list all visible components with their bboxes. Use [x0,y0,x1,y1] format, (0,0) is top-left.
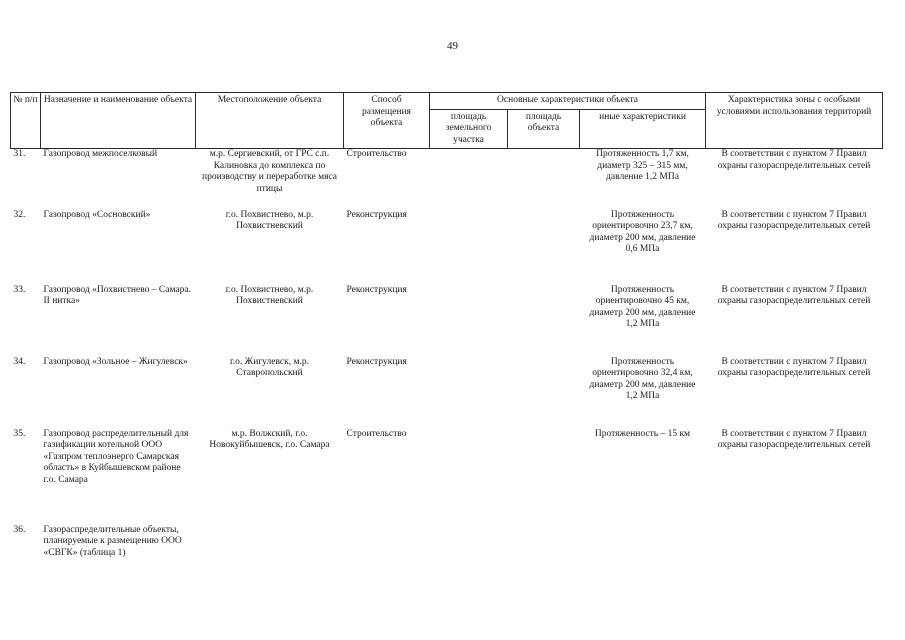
row-object-area [508,149,580,210]
row-num: 31. [13,149,26,159]
header-zone: Характеристика зоны с особыми условиями использования территорий [706,93,883,149]
table-row [11,429,883,525]
table-row [11,149,883,210]
row-name: Газопровод «Похвистнево – Самара. II нитка» [43,284,191,306]
row-location: г.о. Похвистнево, м.р. Похвистневский [225,209,314,231]
row-zone: В соответствии с пунктом 7 Правил охраны газораспределительных сетей [717,284,871,306]
row-other [580,525,706,585]
row-location: м.р. Сергиевский, от ГРС с.п. Калиновка до комплекса по производству и переработке мяса птицы [201,149,337,194]
row-name: Газопровод «Зольное – Жигулевск» [43,356,188,367]
row-name: Газопровод «Сосновский» [43,209,151,220]
row-other: Протяженность 1,7 км, диаметр 325 – 315 мм, давление 1,2 МПа [596,149,689,182]
row-zone [706,525,883,585]
row-location: м.р. Волжский, г.о. Новокуйбышевск, г.о. Самара [209,428,330,450]
table-row [11,525,883,585]
row-zone: В соответствии с пунктом 7 Правил охраны газораспределительных сетей [717,356,871,378]
table-header [11,93,883,149]
row-land-area [430,210,508,285]
header-location: Местоположение объекта [196,93,344,149]
row-location: г.о. Жигулевск, м.р. Ставропольский [229,356,309,378]
row-method: Реконструкция [346,209,407,220]
row-object-area [508,285,580,357]
row-land-area [430,149,508,210]
row-method [344,525,430,585]
header-other-chars: иные характеристики [580,109,706,149]
row-object-area [508,210,580,285]
row-object-area [508,525,580,585]
row-name: Газораспределительные объекты, планируемые к размещению ООО «СВГК» (таблица 1) [43,524,182,558]
row-method: Строительство [346,428,407,439]
row-other: Протяженность – 15 км [594,428,691,439]
row-zone: В соответствии с пунктом 7 Правил охраны газораспределительных сетей [717,428,871,450]
table-body [11,149,883,585]
row-num: 36. [13,524,26,535]
row-land-area [430,525,508,585]
row-name: Газопровод распределительный для газификации котельной ООО «Газпром теплоэнерго Самарская область» в Куйбышевском районе г.о. Самара [43,428,189,485]
row-object-area [508,429,580,525]
table-row [11,210,883,285]
row-land-area [430,285,508,357]
row-other: Протяженность ориентировочно 32,4 км, диаметр 200 мм, давление 1,2 МПа [589,356,696,401]
row-zone: В соответствии с пунктом 7 Правил охраны газораспределительных сетей [717,149,871,171]
row-zone: В соответствии с пунктом 7 Правил охраны газораспределительных сетей [717,209,871,231]
row-land-area [430,429,508,525]
objects-table [10,92,883,585]
header-main-chars: Основные характеристики объекта [430,93,706,110]
row-num: 32. [13,209,26,220]
header-num: № п/п [11,93,41,149]
page-number: 49 [447,40,458,52]
header-name: Назначение и наименование объекта [41,93,196,149]
row-land-area [430,357,508,429]
row-method: Строительство [346,149,407,159]
header-land-area: площадь земельного участка [430,109,508,149]
table-row [11,357,883,429]
row-location: г.о. Похвистнево, м.р. Похвистневский [225,284,314,306]
row-other: Протяженность ориентировочно 45 км, диаметр 200 мм, давление 1,2 МПа [589,284,696,329]
row-method: Реконструкция [346,284,407,295]
header-object-area: площадь объекта [508,109,580,149]
table-row [11,285,883,357]
row-method: Реконструкция [346,356,407,367]
header-method: Способ размещения объекта [344,93,430,149]
row-other: Протяженность ориентировочно 23,7 км, диаметр 200 мм, давление 0,6 МПа [589,209,696,254]
row-object-area [508,357,580,429]
row-num: 33. [13,284,26,295]
row-num: 34. [13,356,26,367]
row-location [196,525,344,585]
row-num: 35. [13,428,26,439]
row-name: Газопровод межпоселковый [43,149,158,159]
